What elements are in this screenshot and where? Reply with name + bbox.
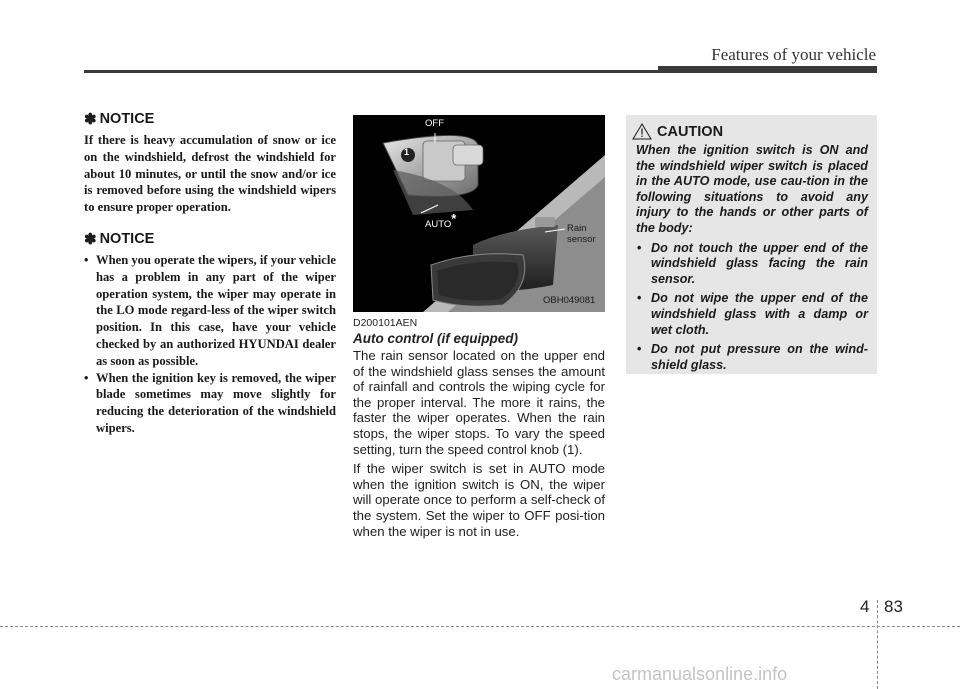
footer-divider	[0, 626, 960, 627]
bullet-icon: •	[637, 291, 642, 306]
caution-title: CAUTION	[657, 123, 724, 140]
auto-label	[425, 211, 457, 230]
rain-sensor-label	[567, 223, 596, 245]
off-label: OFF	[425, 118, 444, 129]
list-item	[636, 241, 868, 288]
chapter-number: 4	[860, 597, 870, 616]
section-heading: Auto control (if equipped)	[353, 331, 518, 346]
list-item	[84, 252, 336, 370]
watermark: carmanualsonline.info	[612, 664, 788, 684]
list-item-text: When the ignition key is removed, the wiper blade sometimes may move slightly for reducing the deterioration of the windshield wipers.	[96, 370, 336, 435]
paragraph: If the wiper switch is set in AUTO mode when the ignition switch is ON, the wiper will operate once to perform a self-check of the system. Set the wiper to OFF posi-tion when the wiper is not in use.	[353, 461, 605, 539]
notice-heading-2	[84, 230, 336, 248]
paragraph: The rain sensor located on the upper end of the windshield glass senses the amount of rainfall and controls the wiping cycle for the proper interval. The more it rains, the faster the wiper operates. When the rain stops, the wiper stops. To vary the speed setting, turn the speed control knob (1).	[353, 348, 605, 457]
list-item	[636, 342, 868, 373]
list-item	[84, 370, 336, 437]
caution-intro: When the ignition switch is ON and the windshield wiper switch is placed in the AUTO mode, use cau-tion in the following situations to avoid any injury to the hands or other parts of the body:	[636, 143, 868, 235]
caution-bullet-list	[636, 241, 868, 374]
image-code: OBH049081	[543, 295, 596, 306]
notice-bullet-list	[84, 252, 336, 437]
list-item-text: When you operate the wipers, if your vehicle has a problem in any part of the wiper operation system, the wiper may operate in the LO mode regard-less of the wiper switch position. In this case, have your vehicle checked by an authorized HYUNDAI dealer as soon as possible.	[96, 252, 336, 368]
sensor-label-text: sensor	[567, 234, 596, 245]
bullet-icon: •	[84, 370, 89, 385]
bullet-icon: •	[637, 342, 642, 357]
caution-body	[636, 143, 868, 377]
section-body	[353, 348, 605, 543]
notice-heading-1	[84, 110, 336, 128]
footer-page-divider	[877, 600, 878, 689]
auto-label-text: AUTO	[425, 219, 452, 230]
page-number: 83	[884, 597, 903, 616]
rain-label-text: Rain	[567, 223, 587, 234]
header-divider-accent	[658, 66, 877, 73]
section-code: D200101AEN	[353, 317, 418, 329]
list-item-text: Do not touch the upper end of the windshield glass facing the rain sensor.	[651, 240, 868, 286]
knob-1-label: 1	[404, 147, 410, 157]
notice-star-icon: ✽	[84, 230, 97, 248]
asterisk-mark: *	[451, 211, 457, 226]
wiper-rain-sensor-illustration	[353, 115, 605, 312]
notice-title: NOTICE	[99, 230, 155, 247]
section-header-title: Features of your vehicle	[711, 45, 876, 64]
caution-box	[626, 115, 877, 374]
notice-title: NOTICE	[99, 111, 155, 127]
bullet-icon: •	[637, 240, 642, 255]
notice-text: If there is heavy accumulation of snow or ice on the windshield, defrost the windshield for about 10 minutes, or until the snow and/or ice is removed before using the windshield wipers to ensure proper operation.	[84, 133, 336, 215]
bullet-icon: •	[84, 252, 89, 267]
notice-star-icon: ✽	[84, 111, 97, 128]
warning-triangle-icon	[632, 123, 652, 140]
list-item-text: Do not put pressure on the wind-shield glass.	[651, 342, 868, 372]
list-item-text: Do not wipe the upper end of the windshield glass with a damp or wet cloth.	[651, 291, 868, 337]
caution-heading	[632, 123, 723, 140]
list-item	[636, 291, 868, 338]
notices-column	[84, 110, 336, 437]
